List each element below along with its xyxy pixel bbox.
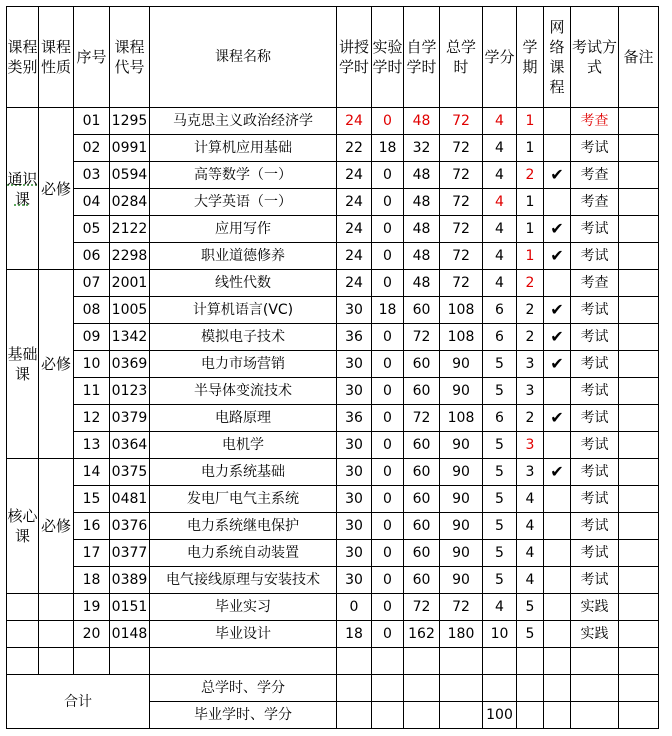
cell-self: 48 [404,108,440,135]
header-term: 学期 [517,7,544,108]
cell-code: 0389 [110,567,150,594]
cell-name: 半导体变流技术 [150,378,337,405]
cell-lab: 0 [372,243,404,270]
table-row [7,405,659,432]
cell-lecture: 30 [337,297,372,324]
cell-total: 72 [440,135,483,162]
cell-remark [619,378,659,405]
cell-name: 电力市场营销 [150,351,337,378]
cell-seq: 12 [74,405,110,432]
cell-lecture: 36 [337,324,372,351]
cell-code: 0594 [110,162,150,189]
cell-seq: 03 [74,162,110,189]
cell-seq: 04 [74,189,110,216]
cell-term: 1 [517,108,544,135]
cell-code: 1342 [110,324,150,351]
cell-online: ✔ [544,324,571,351]
cell-seq: 02 [74,135,110,162]
cell-online: ✔ [544,351,571,378]
header-online: 网络课程 [544,7,571,108]
cell-code: 0123 [110,378,150,405]
cell-exam: 考查 [571,162,619,189]
cell-online: ✔ [544,162,571,189]
cell-total: 90 [440,567,483,594]
cell-total: 72 [440,108,483,135]
cell-term: 5 [517,621,544,648]
cell-online [544,513,571,540]
cell-remark [619,216,659,243]
cell-total: 72 [440,243,483,270]
cell-remark [619,459,659,486]
header-self: 自学学时 [404,7,440,108]
cell-lecture: 24 [337,243,372,270]
cell-online [544,135,571,162]
cell-term: 3 [517,459,544,486]
cell-lab: 0 [372,459,404,486]
cell-credit: 5 [483,459,517,486]
cell-total: 180 [440,621,483,648]
cell-online [544,189,571,216]
header-total: 总学时 [440,7,483,108]
cell-lecture: 24 [337,216,372,243]
cell-online [544,270,571,297]
cell-exam: 考试 [571,135,619,162]
table-row [7,270,659,297]
cell-lecture: 30 [337,351,372,378]
cell-exam: 考查 [571,270,619,297]
cell-code: 0379 [110,405,150,432]
cell-seq: 20 [74,621,110,648]
cell-remark [619,540,659,567]
cell-credit: 6 [483,405,517,432]
cell-term: 3 [517,378,544,405]
table-row [7,486,659,513]
cell-name: 高等数学（一） [150,162,337,189]
table-row [7,594,659,621]
cell-name: 大学英语（一） [150,189,337,216]
cell-lab: 0 [372,432,404,459]
cell-online: ✔ [544,216,571,243]
cell-lecture: 30 [337,432,372,459]
cell-exam: 考试 [571,378,619,405]
cell-lab: 18 [372,297,404,324]
cell-self: 48 [404,162,440,189]
cell-remark [619,513,659,540]
cell-lecture: 30 [337,513,372,540]
cell-exam: 考试 [571,540,619,567]
cell-lecture: 18 [337,621,372,648]
cell-remark [619,243,659,270]
group-category [7,621,39,648]
cell-lab: 0 [372,324,404,351]
cell-lab: 0 [372,540,404,567]
group-category: 通识课 [7,108,39,270]
table-row [7,297,659,324]
total-hours-label: 总学时、学分 [150,675,337,702]
cell-online: ✔ [544,243,571,270]
header-code: 课程代号 [110,7,150,108]
cell-lab: 18 [372,135,404,162]
cell-exam: 考试 [571,513,619,540]
cell-name: 线性代数 [150,270,337,297]
group-nature [39,594,74,621]
cell-term: 3 [517,432,544,459]
cell-seq: 15 [74,486,110,513]
cell-name: 电力系统基础 [150,459,337,486]
group-category: 核心课 [7,459,39,594]
cell-exam: 考试 [571,297,619,324]
cell-online [544,432,571,459]
cell-lecture: 30 [337,540,372,567]
cell-term: 2 [517,324,544,351]
cell-online: ✔ [544,459,571,486]
cell-seq: 05 [74,216,110,243]
cell-self: 72 [404,594,440,621]
cell-remark [619,486,659,513]
cell-credit: 5 [483,486,517,513]
cell-code: 2122 [110,216,150,243]
cell-self: 60 [404,459,440,486]
header-remark: 备注 [619,7,659,108]
cell-exam: 考试 [571,216,619,243]
cell-seq: 17 [74,540,110,567]
cell-total: 90 [440,540,483,567]
cell-remark [619,189,659,216]
cell-code: 0991 [110,135,150,162]
cell-online [544,486,571,513]
grad-credit: 100 [483,702,517,729]
cell-seq: 19 [74,594,110,621]
cell-seq: 08 [74,297,110,324]
cell-code: 0148 [110,621,150,648]
cell-name: 毕业设计 [150,621,337,648]
cell-lecture: 36 [337,405,372,432]
cell-self: 60 [404,351,440,378]
cell-remark [619,621,659,648]
cell-online [544,378,571,405]
table-row [7,216,659,243]
header-credit: 学分 [483,7,517,108]
cell-credit: 6 [483,324,517,351]
table-row [7,135,659,162]
cell-code: 0151 [110,594,150,621]
cell-term: 1 [517,243,544,270]
cell-credit: 5 [483,378,517,405]
cell-self: 48 [404,270,440,297]
cell-code: 0364 [110,432,150,459]
cell-lab: 0 [372,189,404,216]
cell-code: 2001 [110,270,150,297]
cell-self: 48 [404,243,440,270]
header-category: 课程类别 [7,7,39,108]
cell-code: 2298 [110,243,150,270]
cell-lab: 0 [372,405,404,432]
cell-seq: 07 [74,270,110,297]
cell-code: 1005 [110,297,150,324]
cell-term: 4 [517,486,544,513]
cell-exam: 考试 [571,486,619,513]
cell-code: 0377 [110,540,150,567]
table-row [7,108,659,135]
cell-seq: 14 [74,459,110,486]
cell-total: 72 [440,216,483,243]
cell-remark [619,135,659,162]
cell-online [544,621,571,648]
cell-total: 90 [440,513,483,540]
cell-lecture: 30 [337,459,372,486]
cell-name: 电力系统自动装置 [150,540,337,567]
cell-exam: 考查 [571,108,619,135]
cell-lecture: 30 [337,567,372,594]
cell-lecture: 30 [337,378,372,405]
cell-code: 0369 [110,351,150,378]
cell-lab: 0 [372,567,404,594]
cell-lecture: 24 [337,108,372,135]
table-row [7,540,659,567]
cell-name: 模拟电子技术 [150,324,337,351]
cell-name: 职业道德修养 [150,243,337,270]
cell-remark [619,567,659,594]
cell-total: 108 [440,324,483,351]
cell-self: 60 [404,378,440,405]
cell-total: 90 [440,378,483,405]
cell-lecture: 0 [337,594,372,621]
cell-lab: 0 [372,486,404,513]
cell-lab: 0 [372,351,404,378]
cell-total: 90 [440,432,483,459]
cell-lab: 0 [372,378,404,405]
total-row [7,675,659,702]
cell-remark [619,594,659,621]
cell-name: 电气接线原理与安装技术 [150,567,337,594]
table-row [7,324,659,351]
cell-self: 48 [404,189,440,216]
cell-exam: 考试 [571,324,619,351]
header-exam: 考试方式 [571,7,619,108]
cell-online [544,567,571,594]
cell-lecture: 30 [337,486,372,513]
cell-self: 60 [404,432,440,459]
table-row [7,567,659,594]
cell-credit: 6 [483,297,517,324]
cell-self: 162 [404,621,440,648]
cell-name: 计算机语言(VC) [150,297,337,324]
header-lab: 实验学时 [372,7,404,108]
cell-lab: 0 [372,162,404,189]
cell-term: 2 [517,297,544,324]
cell-credit: 4 [483,189,517,216]
cell-online: ✔ [544,405,571,432]
cell-total: 72 [440,270,483,297]
cell-total: 90 [440,351,483,378]
cell-seq: 09 [74,324,110,351]
cell-credit: 4 [483,216,517,243]
cell-online [544,594,571,621]
cell-term: 1 [517,135,544,162]
cell-exam: 考试 [571,459,619,486]
cell-lecture: 24 [337,189,372,216]
table-row [7,378,659,405]
cell-exam: 考试 [571,243,619,270]
cell-exam: 考试 [571,432,619,459]
total-label: 合计 [7,675,150,729]
cell-term: 4 [517,513,544,540]
cell-total: 72 [440,162,483,189]
cell-code: 1295 [110,108,150,135]
cell-credit: 10 [483,621,517,648]
cell-remark [619,405,659,432]
cell-online [544,540,571,567]
group-category: 基础课 [7,270,39,459]
cell-code: 0284 [110,189,150,216]
cell-name: 计算机应用基础 [150,135,337,162]
cell-exam: 考试 [571,405,619,432]
cell-total: 72 [440,189,483,216]
cell-remark [619,270,659,297]
header-seq: 序号 [74,7,110,108]
cell-self: 72 [404,324,440,351]
table-row [7,351,659,378]
cell-online: ✔ [544,297,571,324]
table-row [7,243,659,270]
cell-self: 60 [404,567,440,594]
table-row [7,513,659,540]
table-row [7,162,659,189]
group-nature: 必修 [39,270,74,459]
cell-remark [619,324,659,351]
cell-code: 0481 [110,486,150,513]
cell-lab: 0 [372,108,404,135]
cell-credit: 4 [483,243,517,270]
table-row [7,459,659,486]
cell-name: 电力系统继电保护 [150,513,337,540]
cell-seq: 01 [74,108,110,135]
cell-credit: 5 [483,351,517,378]
cell-credit: 4 [483,270,517,297]
cell-exam: 考试 [571,351,619,378]
cell-credit: 5 [483,540,517,567]
cell-self: 72 [404,405,440,432]
cell-term: 3 [517,351,544,378]
table-row [7,621,659,648]
cell-credit: 5 [483,432,517,459]
cell-credit: 5 [483,567,517,594]
cell-name: 应用写作 [150,216,337,243]
cell-name: 毕业实习 [150,594,337,621]
cell-name: 电路原理 [150,405,337,432]
cell-remark [619,108,659,135]
cell-exam: 考试 [571,567,619,594]
cell-seq: 06 [74,243,110,270]
table-row [7,189,659,216]
group-nature: 必修 [39,459,74,594]
cell-term: 2 [517,405,544,432]
cell-term: 4 [517,540,544,567]
cell-remark [619,162,659,189]
cell-exam: 实践 [571,621,619,648]
cell-self: 60 [404,297,440,324]
cell-self: 60 [404,486,440,513]
cell-lab: 0 [372,621,404,648]
cell-term: 2 [517,162,544,189]
cell-exam: 实践 [571,594,619,621]
cell-seq: 16 [74,513,110,540]
cell-self: 48 [404,216,440,243]
cell-remark [619,432,659,459]
header-name: 课程名称 [150,7,337,108]
cell-credit: 4 [483,135,517,162]
cell-code: 0375 [110,459,150,486]
cell-lecture: 24 [337,270,372,297]
cell-credit: 4 [483,108,517,135]
cell-lecture: 22 [337,135,372,162]
cell-term: 5 [517,594,544,621]
header-lecture: 讲授学时 [337,7,372,108]
cell-credit: 4 [483,594,517,621]
header-row [7,7,659,108]
cell-term: 1 [517,216,544,243]
cell-lab: 0 [372,270,404,297]
cell-seq: 11 [74,378,110,405]
cell-total: 90 [440,486,483,513]
cell-lab: 0 [372,594,404,621]
cell-online [544,108,571,135]
cell-remark [619,351,659,378]
cell-lecture: 24 [337,162,372,189]
cell-name: 发电厂电气主系统 [150,486,337,513]
cell-name: 电机学 [150,432,337,459]
cell-term: 2 [517,270,544,297]
cell-lab: 0 [372,513,404,540]
course-table [6,6,659,729]
cell-total: 90 [440,459,483,486]
cell-term: 4 [517,567,544,594]
cell-self: 60 [404,540,440,567]
cell-total: 72 [440,594,483,621]
cell-seq: 13 [74,432,110,459]
cell-code: 0376 [110,513,150,540]
grad-hours-label: 毕业学时、学分 [150,702,337,729]
cell-credit: 5 [483,513,517,540]
cell-self: 60 [404,513,440,540]
cell-seq: 10 [74,351,110,378]
cell-credit: 4 [483,162,517,189]
header-nature: 课程性质 [39,7,74,108]
cell-name: 马克思主义政治经济学 [150,108,337,135]
group-nature: 必修 [39,108,74,270]
cell-exam: 考查 [571,189,619,216]
group-category [7,594,39,621]
table-row [7,432,659,459]
group-nature [39,621,74,648]
cell-total: 108 [440,297,483,324]
cell-term: 1 [517,189,544,216]
cell-seq: 18 [74,567,110,594]
cell-self: 32 [404,135,440,162]
cell-lab: 0 [372,216,404,243]
blank-row [7,648,659,675]
cell-remark [619,297,659,324]
cell-total: 108 [440,405,483,432]
